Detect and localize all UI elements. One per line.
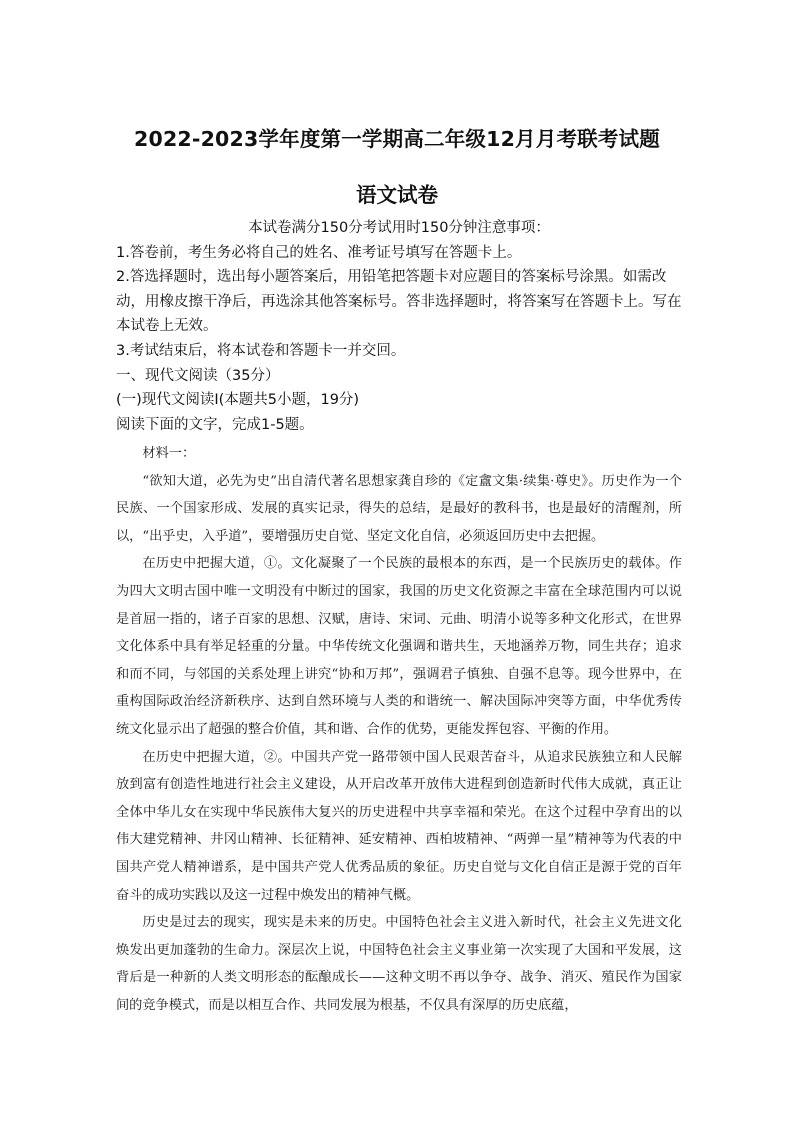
- section-heading: 一、现代文阅读（35分）: [116, 367, 280, 384]
- material-label: 材料一：: [142, 446, 196, 461]
- material-paragraph-1: “欲知大道，必先为史”出自清代著名思想家龚自珍的《定盦文集·续集·尊史》。历史作为一个民族、一个国家形成、发展的真实记录，得失的总结，是最好的教科书，也是最好的清醒剂，所以，“出乎史，入乎道”，要增强历史自觉、坚定文化自信，必须返回历史中去把握。: [116, 473, 682, 544]
- page-subtitle: 语文试卷: [356, 183, 438, 207]
- section-prompt: 阅读下面的文字，完成1-5题。: [116, 416, 314, 433]
- instruction-item-2: 2.答选择题时，选出每小题答案后，用铅笔把答题卡对应题目的答案标号涂黑。如需改动，用橡皮擦干净后，再选涂其他答案标号。答非选择题时，将答案写在答题卡上。写在本试卷上无效。: [116, 269, 682, 335]
- section-subheading: (一)现代文阅读Ⅰ(本题共5小题，19分): [116, 392, 360, 409]
- material-paragraph-3: 在历史中把握大道，②。中国共产党一路带领中国人民艰苦奋斗，从追求民族独立和人民解放到富有创造性地进行社会主义建设，从开启改革开放伟大进程到创造新时代伟大成就，真正让全体中华儿女在实现中华民族伟大复兴的历史进程中共享幸福和荣光。在这个过程中孕育出的以伟大建党精神、井冈山精神、长征精神、延安精神、西柏坡精神、“两弹一星”精神等为代表的中国共产党人精神谱系，是中国共产党人优秀品质的象征。历史自觉与文化自信正是源于党的百年奋斗的成功实践以及这一过程中焕发出的精神气概。: [116, 749, 682, 903]
- instructions-intro: 本试卷满分150分考试用时150分钟注意事项：: [248, 220, 550, 236]
- instruction-item-1: 1.答卷前，考生务必将自己的姓名、准考证号填写在答题卡上。: [116, 244, 522, 261]
- material-paragraph-4: 历史是过去的现实，现实是未来的历史。中国特色社会主义进入新时代，社会主义先进文化焕发出更加蓬勃的生命力。深层次上说，中国特色社会主义事业第一次实现了大国和平发展，这背后是一种新的人类文明形态的酝酿成长——这种文明不再以争夺、战争、消灭、殖民作为国家间的竞争模式，而是以相互合作、共同发展为根基，不仅具有深厚的历史底蕴，: [116, 915, 682, 1013]
- material-paragraph-2: 在历史中把握大道，①。文化凝聚了一个民族的最根本的东西，是一个民族历史的载体。作为四大文明古国中唯一文明没有中断过的国家，我国的历史文化资源之丰富在全球范围内可以说是首屈一指的，诸子百家的思想、汉赋，唐诗、宋词、元曲、明清小说等多种文化形式，在世界文化体系中具有举足轻重的分量。中华传统文化强调和谐共生，天地涵养万物，同生共存；追求和而不同，与邻国的关系处理上讲究“协和万邦”，强调君子慎独、自强不息等。现今世界中，在重构国际政治经济新秩序、达到自然环境与人类的和谐统一、解决国际冲突等方面，中华优秀传统文化显示出了超强的整合价值，其和谐、合作的优势，更能发挥包容、平衡的作用。: [116, 556, 682, 737]
- instruction-item-3: 3.考试结束后，将本试卷和答题卡一并交回。: [116, 342, 406, 359]
- reading-material: [116, 440, 682, 1019]
- instructions-block: [116, 216, 682, 437]
- page-title: 2022-2023学年度第一学期高二年级12月月考联考试题: [134, 127, 660, 151]
